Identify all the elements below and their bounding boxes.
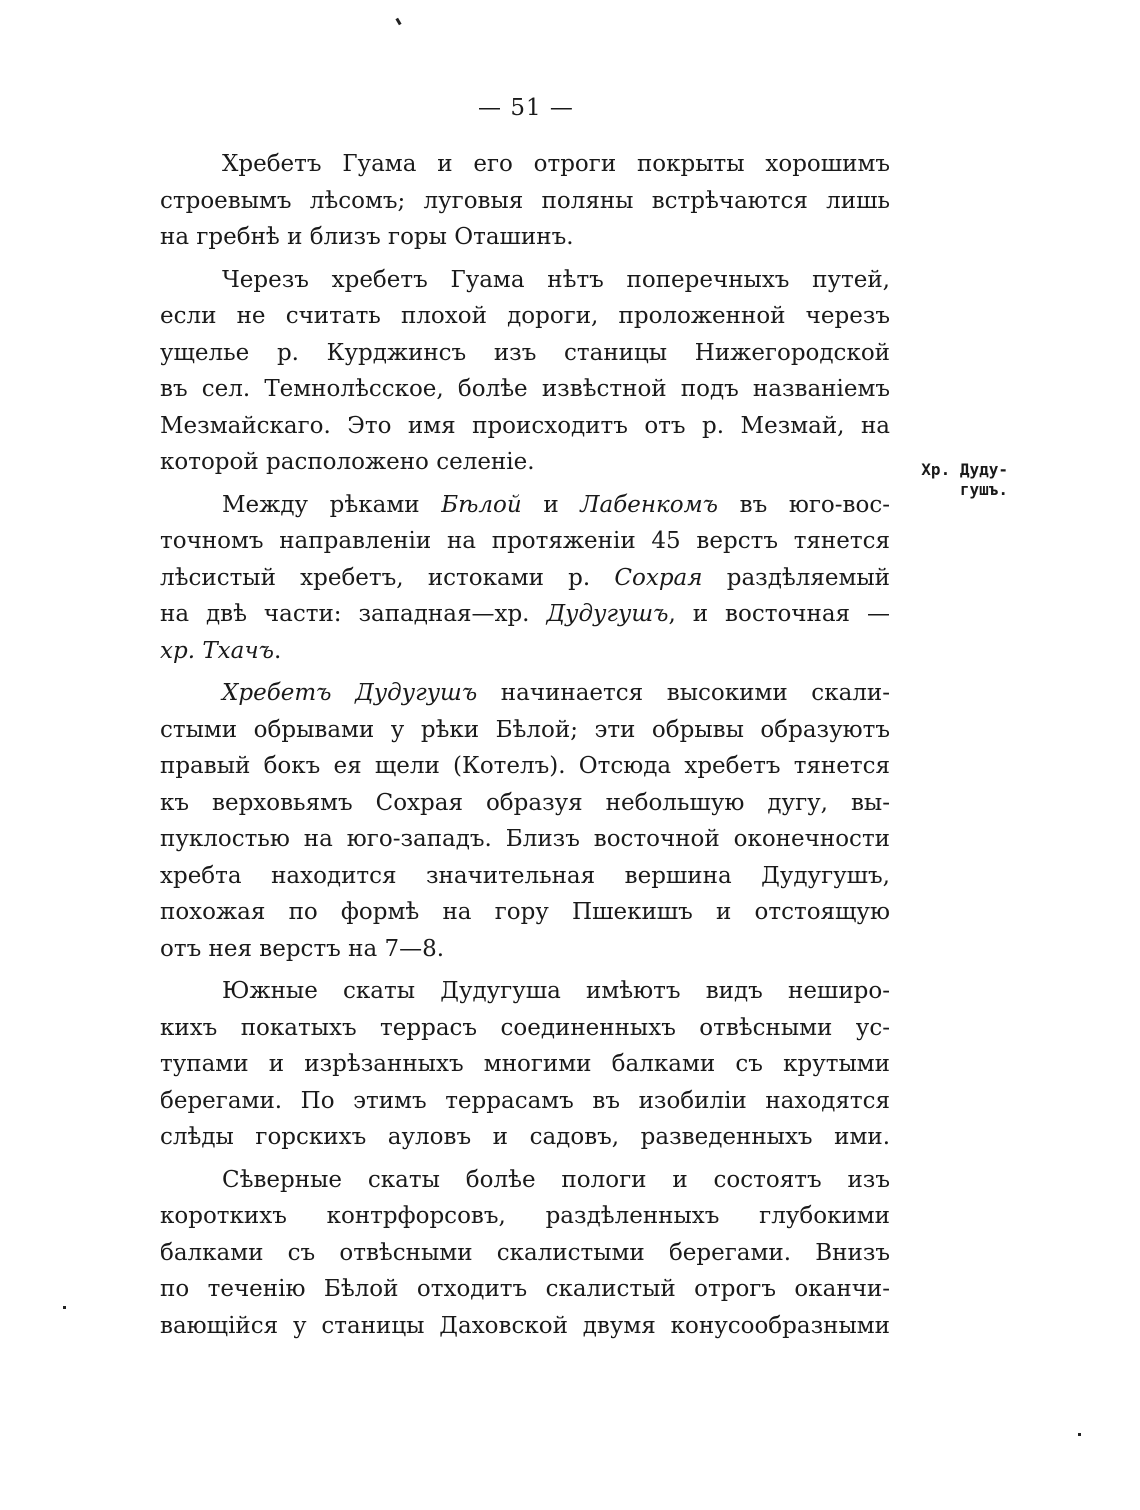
text-line: хребта находится значительная вершина Дудугушъ, [160, 862, 890, 889]
text-line: вающійся у станицы Даховской двумя конусообразными [160, 1312, 890, 1339]
paragraph [160, 973, 890, 1156]
text-line: балками съ отвѣсными скалистыми берегами. Внизъ [160, 1239, 890, 1266]
text-line: похожая по формѣ на гору Пшекишъ и отстоящую [160, 899, 890, 925]
text-line: стыми обрывами у рѣки Бѣлой; эти обрывы образуютъ [160, 716, 890, 743]
text-line: берегами. По этимъ террасамъ въ изобиліи находятся [160, 1087, 890, 1114]
text-line: ущелье р. Курджинсъ изъ станицы Нижегородской [160, 339, 890, 366]
text-line: которой расположено селеніе. [160, 449, 535, 475]
text-line: на гребнѣ и близъ горы Оташинъ. [160, 224, 574, 250]
scan-speck [395, 18, 401, 26]
text-line: строевымъ лѣсомъ; луговыя поляны встрѣчаются лишь [160, 187, 890, 214]
text-line: въ сел. Темнолѣсское, болѣе извѣстной подъ названіемъ [160, 376, 890, 402]
text-line: лѣсистый хребетъ, истоками р. Сохрая раздѣляемый [160, 564, 890, 591]
paragraph [160, 675, 890, 967]
text-line: Сѣверные скаты болѣе пологи и состоятъ изъ [222, 1166, 890, 1193]
paragraph [160, 262, 890, 481]
text-line: Мезмайскаго. Это имя происходитъ отъ р. Мезмай, на [160, 412, 890, 439]
text-line: по теченію Бѣлой отходитъ скалистый отрогъ оканчи- [160, 1276, 890, 1302]
text-line: Хребетъ Гуама и его отроги покрыты хорошимъ [222, 151, 890, 177]
italic-river-name: Бѣлой [441, 491, 522, 518]
text-line: отъ нея верстъ на 7—8. [160, 935, 445, 962]
text-line: короткихъ контрфорсовъ, раздѣленныхъ глубокими [160, 1203, 890, 1229]
text-line: тупами и изрѣзанныхъ многими балками съ крутыми [160, 1051, 890, 1077]
margin-note [890, 460, 1008, 500]
scan-speck [63, 1306, 66, 1309]
text-line: Между рѣками Бѣлой и Лабенкомъ въ юго-вос- [222, 491, 890, 518]
margin-note-line: гушъ. [959, 480, 1008, 499]
text-line: если не считать плохой дороги, проложенной черезъ [160, 303, 890, 329]
italic-ridge-name: Хребетъ Дудугушъ [222, 680, 478, 706]
text-line: Черезъ хребетъ Гуама нѣтъ поперечныхъ путей, [222, 266, 890, 293]
text-line: пуклостью на юго-западъ. Близъ восточной оконечности [160, 826, 890, 852]
text-line: къ верховьямъ Сохрая образуя небольшую дугу, вы- [160, 789, 890, 816]
italic-river-name: Лабенкомъ [580, 491, 718, 518]
italic-river-name: Сохрая [614, 564, 703, 591]
text-line: слѣды горскихъ ауловъ и садовъ, разведенныхъ ими. [160, 1124, 890, 1150]
text-line: кихъ покатыхъ террасъ соединенныхъ отвѣсными ус- [160, 1014, 890, 1041]
text-line: на двѣ части: западная—хр. Дудугушъ, и восточная — [160, 601, 890, 627]
text-line: точномъ направленіи на протяженіи 45 верстъ тянется [160, 528, 890, 554]
body-text [160, 146, 890, 1344]
paragraph [160, 146, 890, 256]
margin-note-line: Хр. Дуду- [921, 460, 1008, 479]
paragraph [160, 1162, 890, 1345]
page-number: — 51 — [478, 95, 574, 121]
text-line: хр. Тхачъ. [160, 637, 282, 664]
paragraph [160, 487, 890, 670]
italic-ridge-name: хр. Тхачъ [160, 637, 274, 664]
text-line: правый бокъ ея щели (Котелъ). Отсюда хребетъ тянется [160, 753, 890, 779]
italic-ridge-name: Дудугушъ [546, 601, 669, 627]
text-line: Южные скаты Дудугуша имѣютъ видъ неширо- [222, 978, 890, 1004]
scan-speck [1078, 1433, 1081, 1436]
text-line: Хребетъ Дудугушъ начинается высокими скали- [222, 680, 890, 706]
